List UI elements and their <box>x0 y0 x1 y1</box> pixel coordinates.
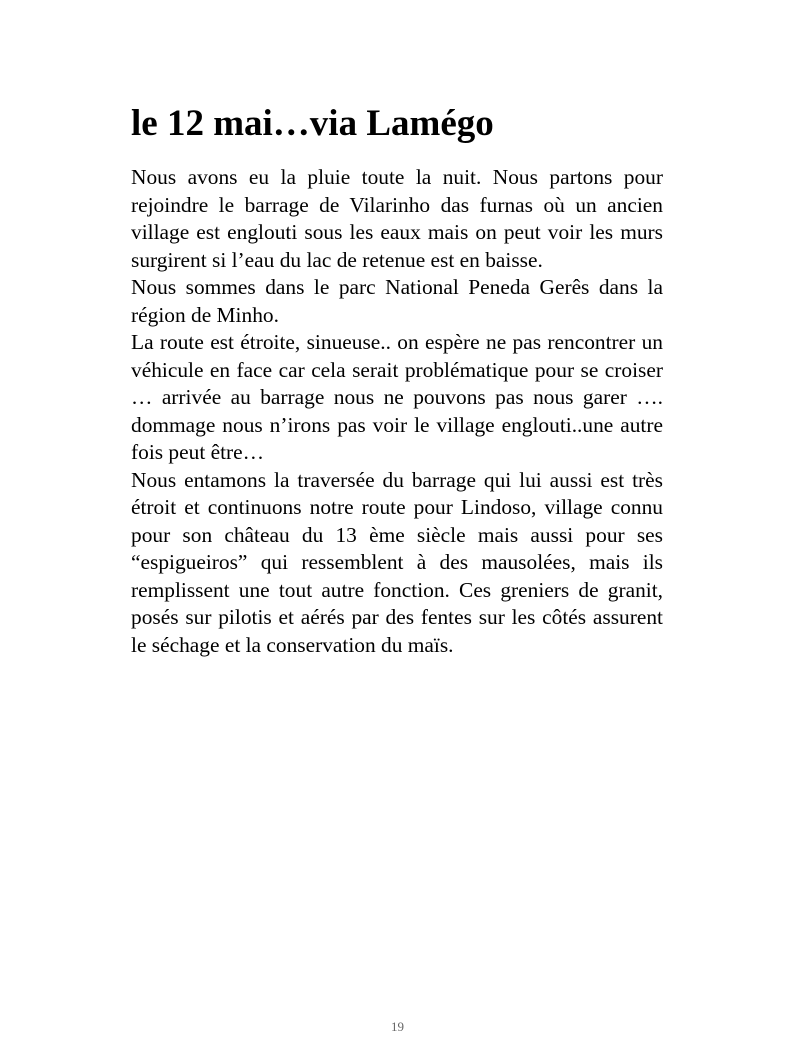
paragraph: La route est étroite, sinueuse.. on espère ne pas rencontrer un véhicule en face car cela serait problématique pour se croiser … arrivée au barrage nous ne pouvons pas nous garer …. dommage nous n’irons pas voir le village englouti..une autre fois peut être… <box>131 330 663 464</box>
paragraph: Nous sommes dans le parc National Peneda Gerês dans la région de Minho. <box>131 275 663 327</box>
paragraph: Nous entamons la traversée du barrage qui lui aussi est très étroit et continuons notre route pour Lindoso, village connu pour son château du 13 ème siècle mais aussi pour ses “espigueiros” qui ressemblent à des mausolées, mais ils remplissent une tout autre fonction. Ces greniers de granit, posés sur pilotis et aérés par des fentes sur les côtés assurent le séchage et la conservation du maïs. <box>131 467 663 657</box>
paragraph: Nous avons eu la pluie toute la nuit. Nous partons pour rejoindre le barrage de Vilarinho das furnas où un ancien village est englouti sous les eaux mais on peut voir les murs surgirent si l’eau du lac de retenue est en baisse. <box>131 165 663 272</box>
page-number: 19 <box>391 1019 404 1034</box>
page-title: le 12 mai…via Lamégo <box>131 103 494 144</box>
body-text <box>131 164 663 659</box>
